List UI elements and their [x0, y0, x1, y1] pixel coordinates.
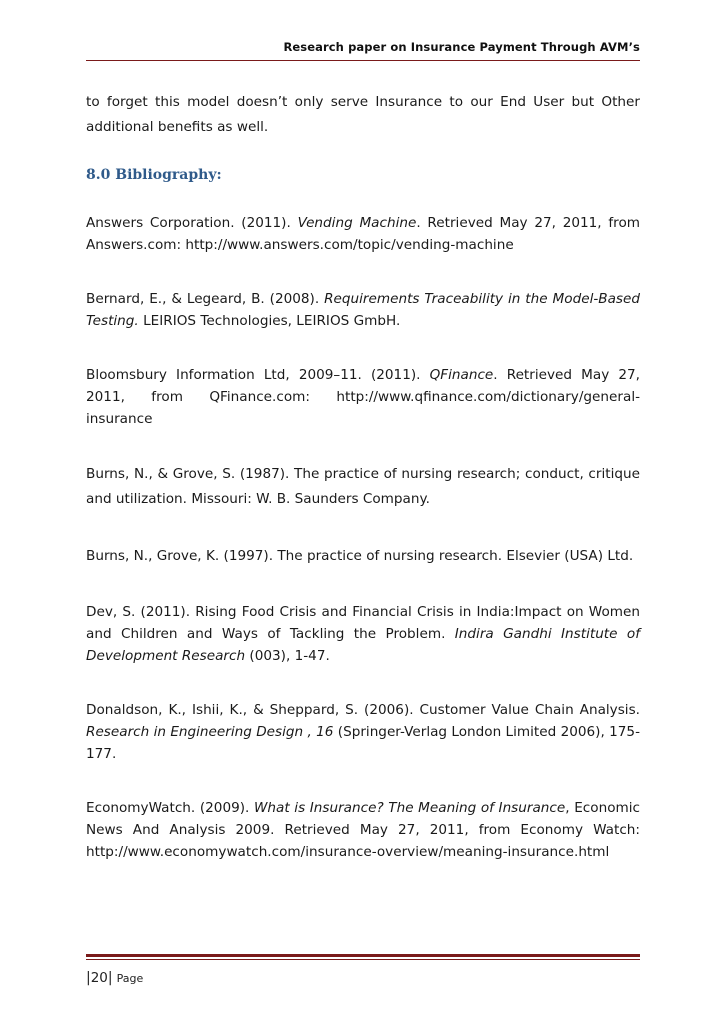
entry-text: Donaldson, K., Ishii, K., & Sheppard, S. (2006). Customer Value Chain Analysis. [86, 702, 640, 718]
bibliography-entry-donaldson [86, 699, 640, 765]
page-content [86, 90, 640, 895]
entry-text: . Retrieved May 27, 2011, from QFinance.com: http://www.qfinance.com/dictionary/general-insurance [86, 367, 640, 427]
footer-separator: | [107, 970, 113, 986]
entry-text: Dev, S. (2011). Rising Food Crisis and Financial Crisis in India:Impact on Women and Children and Ways of Tackling the Problem. [86, 604, 640, 642]
bibliography-entry-answers [86, 212, 640, 256]
bibliography-entry-burns-1987 [86, 462, 640, 512]
bibliography-entry-economywatch [86, 797, 640, 863]
entry-text: , Economic News And Analysis 2009. Retrieved May 27, 2011, from Economy Watch: http://www.economywatch.com/insurance-overview/meaning-insurance.html [86, 800, 640, 860]
entry-title: Indira Gandhi Institute of Development Research [86, 626, 641, 664]
entry-text: . Retrieved May 27, 2011, from Answers.com: http://www.answers.com/topic/vending-machine [86, 215, 641, 253]
header-rule [86, 60, 640, 61]
entry-title: Research in Engineering Design , 16 [86, 724, 334, 740]
intro-paragraph: to forget this model doesn’t only serve Insurance to our End User but Other additional benefits as well. [86, 94, 640, 135]
entry-text: Bloomsbury Information Ltd, 2009–11. (2011). [86, 367, 430, 383]
footer-rule-thin [86, 959, 640, 960]
entry-title: Requirements Traceability in the Model-Based Testing. [86, 291, 640, 329]
bibliography-entry-bernard [86, 288, 640, 332]
entry-title: Vending Machine [297, 215, 417, 231]
entry-title: What is Insurance? The Meaning of Insurance [253, 800, 566, 816]
page-number: 20 [90, 970, 108, 986]
entry-text: Answers Corporation. (2011). [86, 215, 298, 231]
entry-title: QFinance [429, 367, 494, 383]
entry-text: EconomyWatch. (2009). [86, 800, 254, 816]
page-label: Page [116, 972, 144, 985]
footer-separator: | [86, 970, 91, 986]
entry-text: LEIRIOS Technologies, LEIRIOS GmbH. [138, 313, 401, 329]
entry-text: Bernard, E., & Legeard, B. (2008). [86, 291, 325, 307]
entry-text: (003), 1-47. [245, 648, 330, 664]
bibliography-entry-dev [86, 601, 640, 667]
entry-text: (Springer-Verlag London Limited 2006), 175-177. [86, 724, 640, 762]
running-header: Research paper on Insurance Payment Through AVM’s [283, 40, 640, 54]
bibliography-entry-burns-1997 [86, 544, 640, 569]
entry-text: Burns, N., Grove, K. (1997). The practice of nursing research. Elsevier (USA) Ltd. [86, 548, 634, 564]
entry-text: Burns, N., & Grove, S. (1987). The practice of nursing research; conduct, critique and utilization. Missouri: W. B. Saunders Company. [86, 466, 640, 507]
bibliography-heading: 8.0 Bibliography: [86, 167, 222, 183]
page-footer [86, 970, 143, 986]
footer-rule-thick [86, 954, 640, 957]
bibliography-entry-bloomsbury [86, 364, 640, 430]
